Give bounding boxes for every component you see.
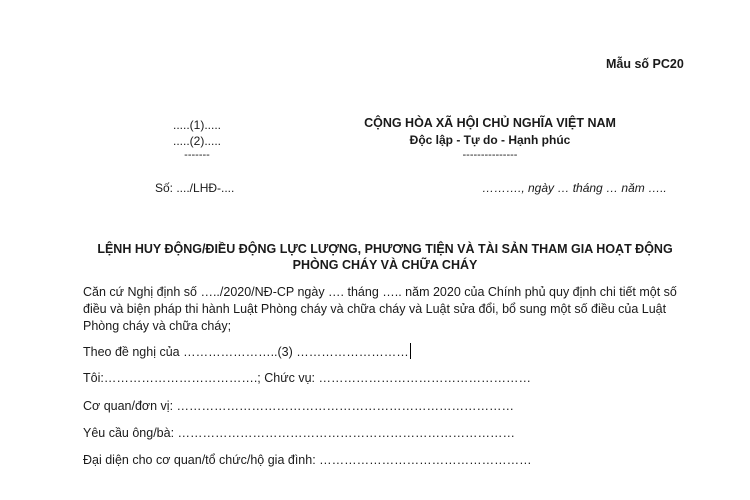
agency-rule: -------: [184, 149, 210, 161]
agency-line-1: .....(1).....: [172, 118, 221, 132]
field-name-position[interactable]: Tôi:……………………………….; Chức vụ: ……………………………………………: [83, 371, 531, 385]
field-representative[interactable]: Đại diện cho cơ quan/tổ chức/hộ gia đình: ……………………………………………: [83, 453, 532, 467]
text-cursor: [410, 343, 411, 359]
national-header: [340, 115, 640, 161]
agency-line-2: .....(2).....: [172, 134, 221, 148]
document-title: LỆNH HUY ĐỘNG/ĐIỀU ĐỘNG LỰC LƯỢNG, PHƯƠNG TIỆN VÀ TÀI SẢN THAM GIA HOẠT ĐỘNG PHÒNG CHÁY VÀ CHỮA CHÁY: [97, 242, 673, 272]
document-date: ………., ngày … tháng … năm …..: [482, 181, 667, 195]
motto: Độc lập - Tự do - Hạnh phúc: [409, 133, 571, 147]
document-number: Số: ..../LHĐ-....: [155, 181, 235, 195]
legal-basis-paragraph: Căn cứ Nghị định số …../2020/NĐ-CP ngày …. tháng ….. năm 2020 của Chính phủ quy định chi tiết một số điều và biện pháp thi hành Luật Phòng cháy và chữa cháy và Luật sửa đổi, bổ sung một số điều của Luật Phòng cháy và chữa cháy;: [83, 285, 677, 333]
country-name: CỘNG HÒA XÃ HỘI CHỦ NGHĨA VIỆT NAM: [364, 116, 616, 130]
field-agency[interactable]: Cơ quan/đơn vị: ………………………………………………………………………: [83, 399, 515, 413]
issuing-agency-block: [150, 117, 244, 161]
field-proposal[interactable]: [83, 343, 411, 359]
field-proposal-text: Theo đề nghị của …………………..(3) ………………………: [83, 345, 409, 359]
field-requested-person[interactable]: Yêu cầu ông/bà: ………………………………………………………………………: [83, 426, 516, 440]
motto-rule: ---------------: [462, 149, 518, 161]
form-code: Mẫu số PC20: [606, 57, 684, 71]
